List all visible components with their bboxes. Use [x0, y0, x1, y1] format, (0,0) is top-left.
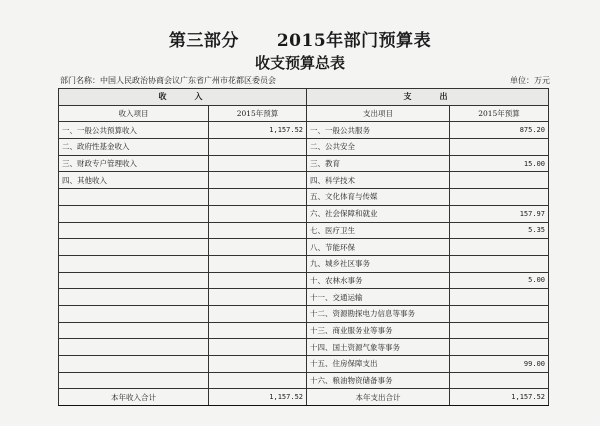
expense-amount-cell: 5.00: [450, 272, 549, 289]
expense-amount-cell: 875.20: [450, 122, 549, 139]
expense-amount-cell: 5.35: [450, 222, 549, 239]
table-row: [59, 205, 549, 222]
income-amount-cell: [209, 205, 307, 222]
expense-amount-cell: [450, 189, 549, 206]
income-item-cell: [59, 339, 209, 356]
income-item-cell: [59, 356, 209, 373]
expense-amount-cell: [450, 172, 549, 189]
income-item-cell: [59, 189, 209, 206]
income-amount-cell: 1,157.52: [209, 122, 307, 139]
income-amount-cell: [209, 222, 307, 239]
income-item-cell: 四、其他收入: [59, 172, 209, 189]
expense-amount-cell: [450, 322, 549, 339]
income-item-cell: [59, 205, 209, 222]
table-row: [59, 239, 549, 256]
table-subtitle: 收支预算总表: [254, 54, 345, 72]
table-title: 2015年部门预算表: [276, 31, 432, 51]
income-amount-cell: [209, 255, 307, 272]
table-row: [59, 172, 549, 189]
table-row: [59, 155, 549, 172]
expense-amount-cell: [450, 289, 549, 306]
expense-amount-cell: [450, 305, 549, 322]
income-band: 收 入: [59, 89, 307, 106]
income-amount-cell: [209, 356, 307, 373]
expense-item-cell: 一、一般公共服务: [307, 122, 450, 139]
column-header-row: [59, 105, 549, 122]
income-budget-header: 2015年预算: [209, 105, 307, 122]
table-row: [59, 139, 549, 156]
income-total-amount: 1,157.52: [209, 389, 307, 406]
table-row: [59, 255, 549, 272]
expense-item-cell: 十三、商业服务业等事务: [307, 322, 450, 339]
income-item-cell: [59, 222, 209, 239]
income-amount-cell: [209, 139, 307, 156]
table-row: [59, 305, 549, 322]
table-row: [59, 322, 549, 339]
expense-item-cell: 九、城乡社区事务: [307, 255, 450, 272]
section-band-row: [59, 89, 549, 106]
expense-amount-cell: 15.00: [450, 155, 549, 172]
table-row: [59, 372, 549, 389]
table-row: [59, 189, 549, 206]
income-item-cell: [59, 305, 209, 322]
table-row: [59, 222, 549, 239]
part-label: 第三部分: [168, 31, 239, 51]
expense-item-cell: 十一、交通运输: [307, 289, 450, 306]
income-amount-cell: [209, 289, 307, 306]
expense-item-cell: 五、文化体育与传媒: [307, 189, 450, 206]
expense-amount-cell: [450, 139, 549, 156]
table-row: [59, 122, 549, 139]
income-total-label: 本年收入合计: [59, 389, 209, 406]
income-item-cell: [59, 372, 209, 389]
expense-item-cell: 六、社会保障和就业: [307, 205, 450, 222]
expense-total-amount: 1,157.52: [450, 389, 549, 406]
expense-amount-cell: 99.00: [450, 356, 549, 373]
income-item-cell: [59, 272, 209, 289]
expense-item-cell: 四、科学技术: [307, 172, 450, 189]
income-amount-cell: [209, 339, 307, 356]
income-item-cell: 三、财政专户管理收入: [59, 155, 209, 172]
budget-table: [58, 88, 549, 406]
page-title: [0, 26, 600, 51]
income-item-cell: 一、一般公共预算收入: [59, 122, 209, 139]
income-amount-cell: [209, 172, 307, 189]
expense-item-cell: 七、医疗卫生: [307, 222, 450, 239]
income-item-cell: [59, 255, 209, 272]
income-amount-cell: [209, 239, 307, 256]
table-row: [59, 356, 549, 373]
expense-amount-cell: [450, 339, 549, 356]
expense-item-cell: 三、教育: [307, 155, 450, 172]
expense-amount-cell: [450, 372, 549, 389]
expense-total-label: 本年支出合计: [307, 389, 450, 406]
income-item-header: 收入项目: [59, 105, 209, 122]
income-amount-cell: [209, 372, 307, 389]
expense-item-cell: 二、公共安全: [307, 139, 450, 156]
expense-item-cell: 十六、粮油物资储备事务: [307, 372, 450, 389]
expense-item-cell: 十、农林水事务: [307, 272, 450, 289]
income-item-cell: 二、政府性基金收入: [59, 139, 209, 156]
table-row: [59, 272, 549, 289]
unit-label: 单位：万元: [510, 76, 550, 85]
income-amount-cell: [209, 189, 307, 206]
expense-amount-cell: 157.97: [450, 205, 549, 222]
income-amount-cell: [209, 305, 307, 322]
expense-amount-cell: [450, 255, 549, 272]
expense-budget-header: 2015年预算: [450, 105, 549, 122]
expense-item-cell: 十五、住房保障支出: [307, 356, 450, 373]
expense-item-header: 支出项目: [307, 105, 450, 122]
expense-amount-cell: [450, 239, 549, 256]
income-item-cell: [59, 322, 209, 339]
expense-item-cell: 十二、资源勘探电力信息等事务: [307, 305, 450, 322]
expense-band: 支 出: [307, 89, 549, 106]
expense-item-cell: 八、节能环保: [307, 239, 450, 256]
income-item-cell: [59, 239, 209, 256]
department-name: 部门名称：中国人民政治协商会议广东省广州市花都区委员会: [60, 76, 276, 85]
income-item-cell: [59, 289, 209, 306]
table-row: [59, 339, 549, 356]
table-row: [59, 289, 549, 306]
income-amount-cell: [209, 272, 307, 289]
total-row: [59, 389, 549, 406]
income-amount-cell: [209, 322, 307, 339]
expense-item-cell: 十四、国土资源气象等事务: [307, 339, 450, 356]
income-amount-cell: [209, 155, 307, 172]
